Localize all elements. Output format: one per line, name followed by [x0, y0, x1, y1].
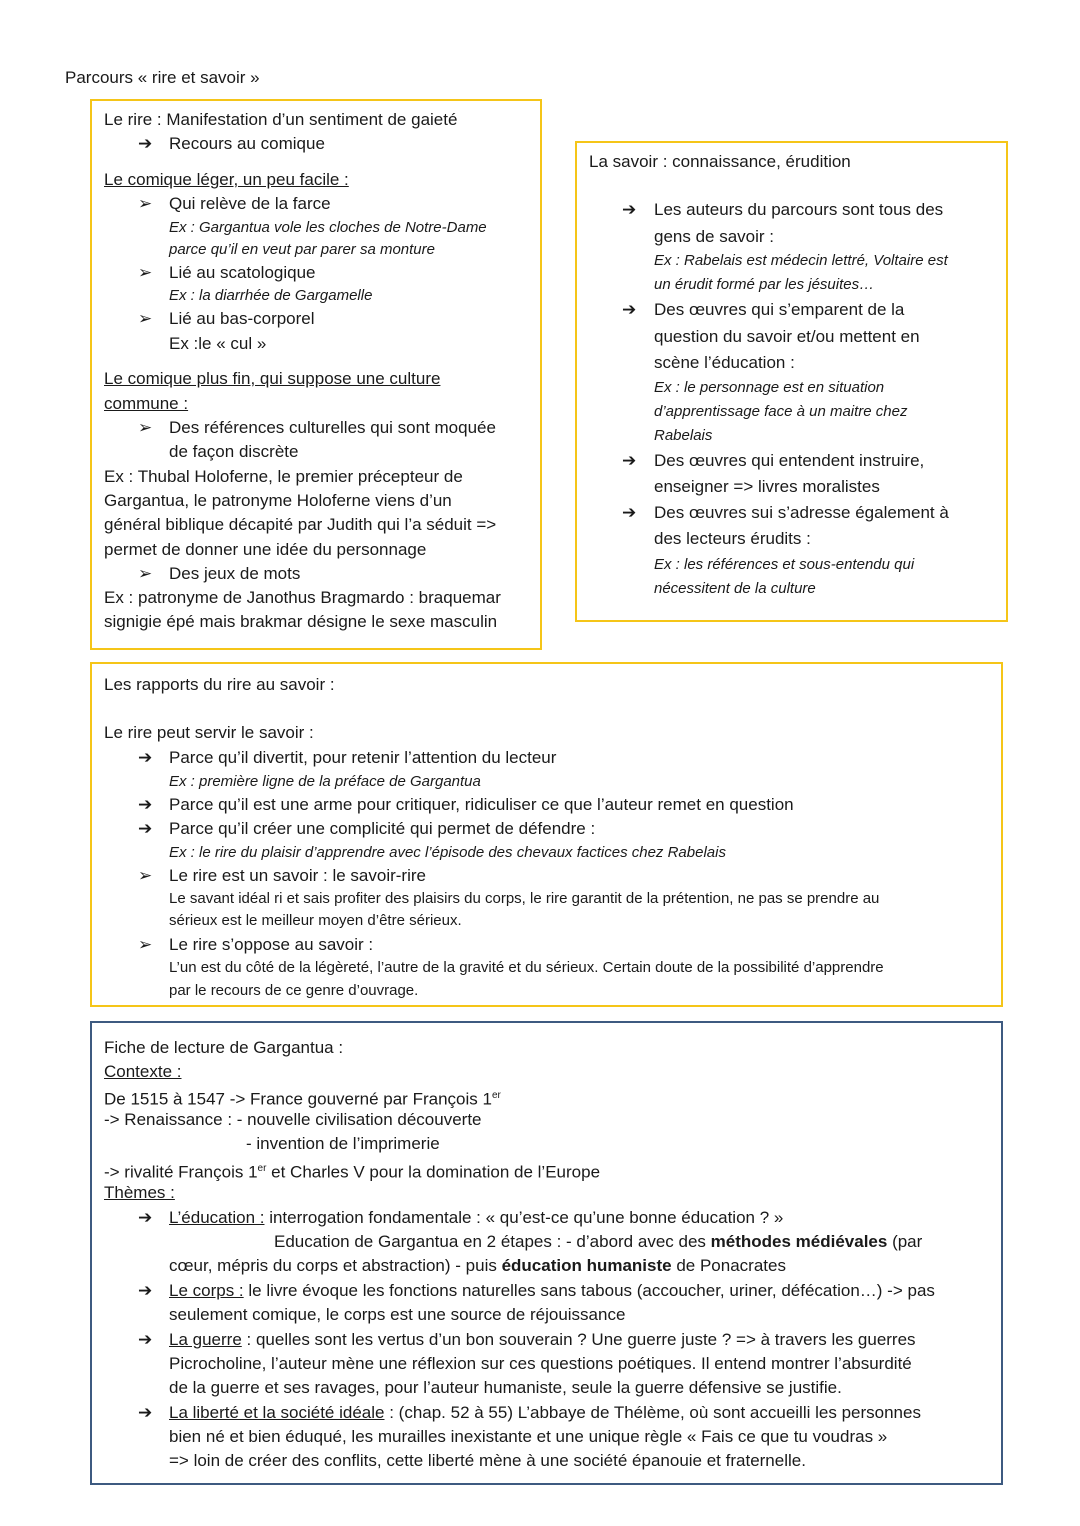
complicite-example: Ex : le rire du plaisir d’apprendre avec l’épisode des chevaux factices chez Rabelais	[169, 844, 726, 861]
arrow-icon: ➔	[138, 748, 153, 767]
education-text-2: Education de Gargantua en 2 étapes : - d’abord avec des	[274, 1232, 711, 1251]
fiche-title: Fiche de lecture de Gargantua :	[104, 1038, 344, 1057]
refs-item: Des références culturelles qui sont moquée	[169, 418, 496, 437]
chevron-icon: ➢	[138, 564, 153, 583]
thubal-example-2: Gargantua, le patronyme Holoferne viens d’un	[104, 491, 452, 510]
arrow-icon: ➔	[138, 1403, 153, 1422]
auteurs-item-2: gens de savoir :	[654, 227, 775, 246]
instruire-item-2: enseigner => livres moralistes	[654, 477, 880, 496]
janothus-example: Ex : patronyme de Janothus Bragmardo : braquemar	[104, 588, 501, 607]
chevron-icon: ➢	[138, 866, 153, 885]
arrow-icon: ➔	[138, 795, 153, 814]
rapports-title: Les rapports du rire au savoir :	[104, 675, 335, 694]
auteurs-example: Ex : Rabelais est médecin lettré, Voltaire est	[654, 252, 948, 269]
superscript: er	[257, 1163, 267, 1174]
erudits-example-2: nécessitent de la culture	[654, 580, 816, 597]
farce-example-2: parce qu’il en veut par parer sa monture	[169, 241, 435, 258]
divertit-example: Ex : première ligne de la préface de Gargantua	[169, 773, 481, 790]
guerre-item	[169, 1329, 916, 1351]
bas-corporel-item: Lié au bas-corporel	[169, 309, 315, 328]
arrow-icon: ➔	[138, 1281, 153, 1300]
arrow-icon: ➔	[138, 1330, 153, 1349]
servir-heading: Le rire peut servir le savoir :	[104, 723, 314, 742]
oeuvres-savoir-item-3: scène l’éducation :	[654, 353, 795, 372]
oeuvres-savoir-item: Des œuvres qui s’emparent de la	[654, 300, 905, 319]
erudits-item: Des œuvres sui s’adresse également à	[654, 503, 949, 522]
fin-heading-2: commune :	[104, 394, 189, 413]
savoir-title: La savoir : connaissance, érudition	[589, 152, 851, 171]
rire-title: Le rire : Manifestation d’un sentiment de gaieté	[104, 110, 458, 129]
oeuvres-savoir-example-2: d’apprentissage face à un maitre chez	[654, 403, 908, 420]
corps-text: le livre évoque les fonctions naturelles sans tabous (accoucher, uriner, défécation…) -> pas	[243, 1281, 935, 1300]
leger-heading: Le comique léger, un peu facile :	[104, 170, 349, 189]
instruire-item: Des œuvres qui entendent instruire,	[654, 451, 925, 470]
oeuvres-savoir-item-2: question du savoir et/ou mettent en	[654, 327, 920, 346]
liberte-line-3: => loin de créer des conflits, cette liberté mène à une société épanouie et fraternelle.	[169, 1451, 806, 1470]
rivalite-text: -> rivalité François 1	[104, 1162, 258, 1182]
arme-item: Parce qu’il est une arme pour critiquer, ridiculiser ce que l’auteur remet en question	[169, 795, 794, 814]
arrow-icon: ➔	[622, 451, 637, 470]
rivalite-line	[104, 1158, 600, 1184]
arrow-icon: ➔	[138, 819, 153, 838]
renaissance-line: -> Renaissance : - nouvelle civilisation découverte	[104, 1110, 482, 1129]
guerre-line-2: Picrocholine, l’auteur mène une réflexion sur ces questions poétiques. Il entend montrer l’absurdité	[169, 1354, 912, 1373]
education-text: interrogation fondamentale : « qu’est-ce qu’une bonne éducation ? »	[264, 1208, 784, 1227]
scato-item: Lié au scatologique	[169, 263, 316, 282]
oppose-desc: L’un est du côté de la légèreté, l’autre de la gravité et du sérieux. Certain doute de la possibilité d’apprendre	[169, 959, 884, 976]
liberte-line-2: bien né et bien éduqué, les murailles inexistante et une unique règle « Fais ce que tu voudras »	[169, 1427, 888, 1446]
page-title: Parcours « rire et savoir »	[65, 68, 260, 87]
arrow-icon: ➔	[622, 503, 637, 522]
humaniste-bold: éducation humaniste	[501, 1256, 672, 1275]
chevron-icon: ➢	[138, 935, 153, 954]
chevron-icon: ➢	[138, 418, 153, 437]
education-item	[169, 1207, 783, 1229]
arrow-icon: ➔	[622, 300, 637, 319]
arrow-icon: ➔	[138, 1208, 153, 1227]
education-line-3	[169, 1255, 786, 1277]
recours-text: Recours au comique	[169, 134, 325, 153]
guerre-text: : quelles sont les vertus d’un bon souverain ? Une guerre juste ? => à travers les guerres	[241, 1330, 916, 1349]
savoir-rire-desc-2: sérieux est le meilleur moyen d’être sérieux.	[169, 912, 462, 929]
erudits-example: Ex : les références et sous-entendu qui	[654, 556, 915, 573]
corps-item	[169, 1280, 935, 1302]
imprimerie-line: - invention de l’imprimerie	[246, 1134, 440, 1153]
chevron-icon: ➢	[138, 309, 153, 328]
thubal-example-4: permet de donner une idée du personnage	[104, 540, 427, 559]
education-text-5: de Ponacrates	[671, 1256, 786, 1275]
oppose-item: Le rire s’oppose au savoir :	[169, 935, 374, 954]
auteurs-item: Les auteurs du parcours sont tous des	[654, 200, 944, 219]
complicite-item: Parce qu’il créer une complicité qui permet de défendre :	[169, 819, 596, 838]
divertit-item: Parce qu’il divertit, pour retenir l’attention du lecteur	[169, 748, 557, 767]
education-line-2	[274, 1231, 922, 1253]
contexte-dates: De 1515 à 1547 -> France gouverné par François 1	[104, 1089, 492, 1109]
erudits-item-2: des lecteurs érudits :	[654, 529, 811, 548]
farce-example: Ex : Gargantua vole les cloches de Notre-Dame	[169, 219, 487, 236]
savoir-rire-desc: Le savant idéal ri et sais profiter des plaisirs du corps, le rire garantit de la prétention, ne pas se prendre au	[169, 890, 880, 907]
contexte-heading: Contexte :	[104, 1062, 182, 1081]
contexte-line	[104, 1085, 501, 1111]
themes-heading: Thèmes :	[104, 1183, 175, 1202]
superscript: er	[491, 1090, 501, 1101]
scato-example: Ex : la diarrhée de Gargamelle	[169, 287, 373, 304]
oppose-desc-2: par le recours de ce genre d’ouvrage.	[169, 982, 419, 999]
arrow-icon: ➔	[622, 200, 637, 219]
liberte-item	[169, 1402, 921, 1424]
education-label: L’éducation :	[169, 1208, 265, 1227]
guerre-label: La guerre	[169, 1330, 242, 1349]
bas-corporel-example: Ex :le « cul »	[169, 334, 267, 353]
fin-heading: Le comique plus fin, qui suppose une culture	[104, 369, 441, 388]
oeuvres-savoir-example: Ex : le personnage est en situation	[654, 379, 885, 396]
education-text-3: (par	[887, 1232, 923, 1251]
oeuvres-savoir-example-3: Rabelais	[654, 427, 713, 444]
farce-item: Qui relève de la farce	[169, 194, 331, 213]
jeux-item: Des jeux de mots	[169, 564, 301, 583]
thubal-example-3: général biblique décapité par Judith qui l’a séduit =>	[104, 515, 497, 534]
savoir-rire-item: Le rire est un savoir : le savoir-rire	[169, 866, 426, 885]
liberte-text: : (chap. 52 à 55) L’abbaye de Thélème, où sont accueilli les personnes	[384, 1403, 921, 1422]
rivalite-text-2: et Charles V pour la domination de l’Europe	[266, 1162, 601, 1182]
chevron-icon: ➢	[138, 263, 153, 282]
education-text-4: cœur, mépris du corps et abstraction) - puis	[169, 1256, 502, 1275]
corps-label: Le corps :	[169, 1281, 244, 1300]
arrow-icon: ➔	[138, 134, 153, 153]
auteurs-example-2: un érudit formé par les jésuites…	[654, 276, 875, 293]
medievales-bold: méthodes médiévales	[710, 1232, 888, 1251]
refs-item-2: de façon discrète	[169, 442, 299, 461]
liberte-label: La liberté et la société idéale	[169, 1403, 385, 1422]
corps-line-2: seulement comique, le corps est une source de réjouissance	[169, 1305, 626, 1324]
guerre-line-3: de la guerre et ses ravages, pour l’auteur humaniste, seule la guerre défensive se justifie.	[169, 1378, 842, 1397]
thubal-example: Ex : Thubal Holoferne, le premier précepteur de	[104, 467, 463, 486]
janothus-example-2: signigie épé mais brakmar désigne le sexe masculin	[104, 612, 498, 631]
chevron-icon: ➢	[138, 194, 153, 213]
